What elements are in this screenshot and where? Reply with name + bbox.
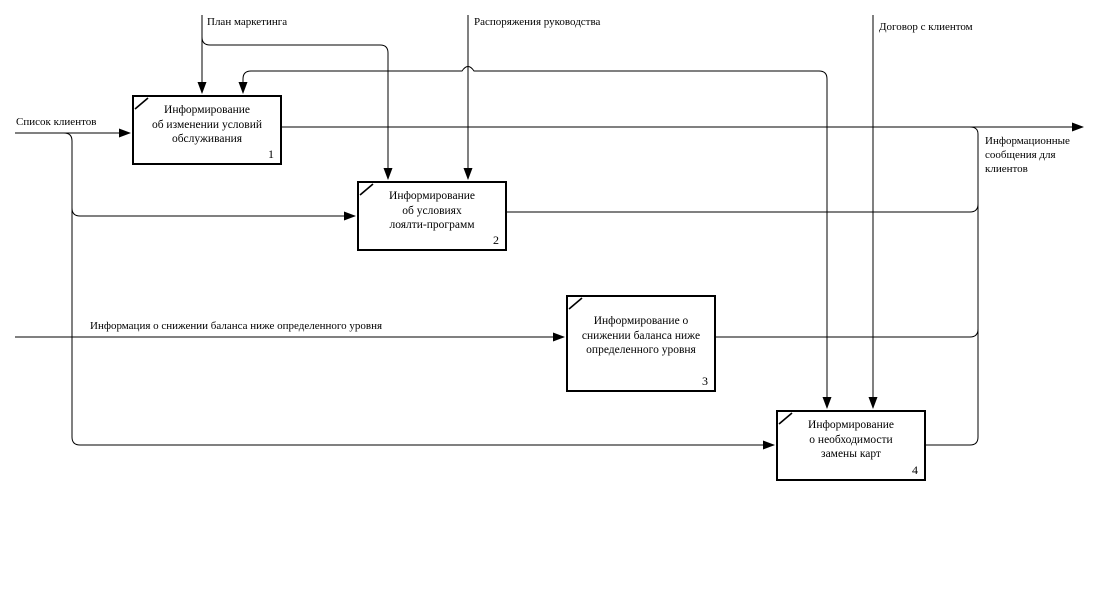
arrow-orders-fork-to-box1 — [243, 67, 827, 94]
label-spisok-klientov: Список клиентов — [16, 116, 97, 128]
corner-fold-icon — [359, 183, 376, 198]
activity-box-3 — [566, 295, 716, 392]
activity-box-1-title-line: Информирование — [164, 104, 250, 116]
label-plan-marketinga: План маркетинга — [207, 16, 288, 28]
label-informaciya-o-snizhenii-balansa: Информация о снижении баланса ниже определенного уровня — [90, 320, 383, 332]
corner-fold-icon — [134, 97, 151, 112]
activity-box-4-title-line: Информирование — [808, 419, 894, 431]
arrow-client-list-to-box4 — [64, 133, 774, 445]
activity-box-2 — [357, 181, 507, 251]
activity-box-4-title-line: о необходимости — [809, 433, 893, 446]
activity-box-3-title-line: определенного уровня — [586, 344, 696, 356]
arrow-output-collector — [970, 127, 978, 437]
activity-box-2-title-line: Информирование — [389, 190, 475, 202]
arrow-box4-output — [926, 437, 978, 445]
corner-fold-icon — [568, 297, 585, 312]
label-informacionnye-soobshcheniya: Информационные сообщения для клиентов — [985, 135, 1070, 175]
activity-box-4-number: 4 — [912, 463, 918, 477]
activity-box-3-title-line: снижении баланса ниже — [581, 329, 701, 342]
activity-box-1 — [132, 95, 282, 165]
activity-box-1-number: 1 — [268, 147, 274, 161]
activity-box-3-number: 3 — [702, 374, 708, 388]
activity-box-4 — [776, 410, 926, 481]
activity-box-2-number: 2 — [493, 233, 499, 247]
arrow-client-list-to-box2 — [72, 208, 355, 216]
activity-box-2-title-line: об условиях — [402, 204, 462, 217]
activity-box-1-title-line: обслуживания — [171, 133, 243, 145]
label-rasporyazheniya-rukovodstva: Распоряжения руководства — [474, 16, 601, 28]
arrow-box2-output — [507, 204, 978, 212]
label-dogovor-s-klientom: Договор с клиентом — [879, 21, 973, 33]
activity-box-4-title-line: замены карт — [821, 448, 881, 460]
activity-box-3-title-line: Информирование о — [593, 315, 689, 327]
corner-fold-icon — [778, 412, 795, 427]
activity-box-2-title-line: лоялти-программ — [389, 219, 475, 231]
activity-box-1-title-line: об изменении условий — [151, 118, 263, 131]
arrow-box3-output — [716, 329, 978, 337]
